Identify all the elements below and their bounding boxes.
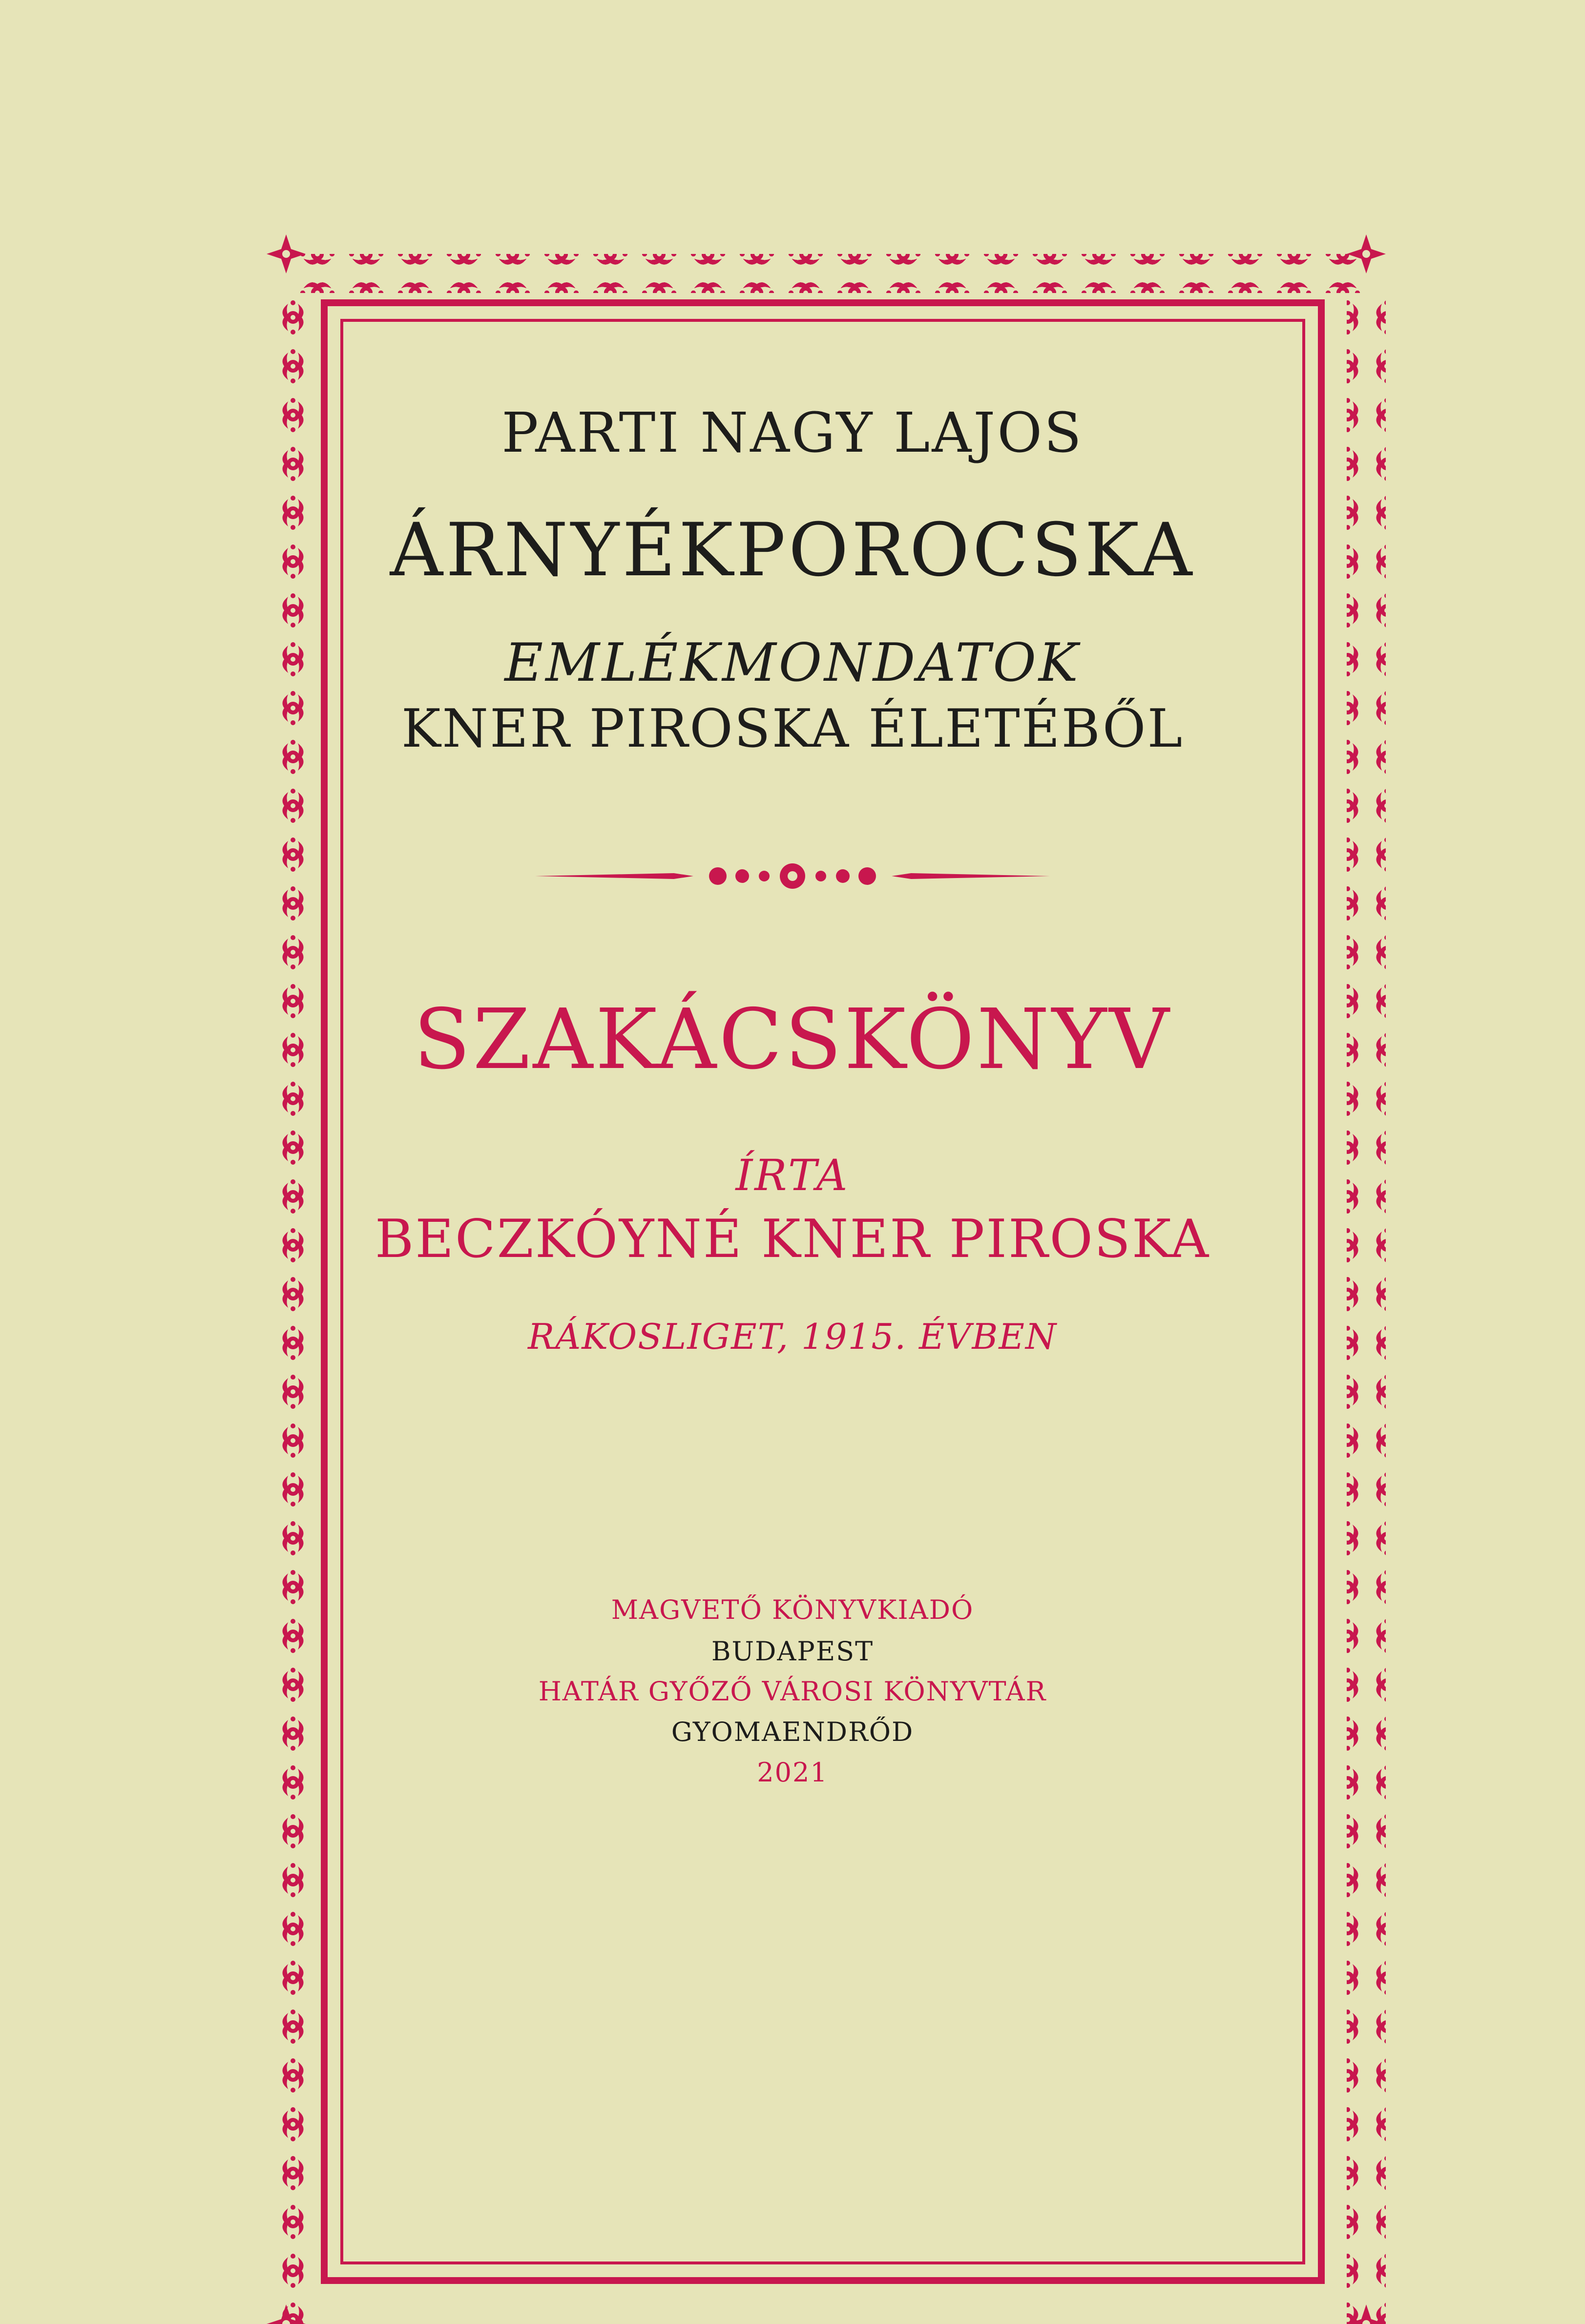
publisher-city: BUDAPEST	[711, 1636, 874, 1667]
corner-star-icon	[267, 234, 306, 273]
inner-byline: ÍRTA	[735, 1150, 850, 1200]
floral-divider-icon	[535, 863, 1050, 889]
book-title: ÁRNYÉKPOROCSKA	[390, 508, 1195, 593]
year: 2021	[757, 1757, 828, 1788]
corner-star-icon	[1347, 2304, 1386, 2324]
author-name: PARTI NAGY LAJOS	[501, 401, 1084, 465]
library-city: GYOMAENDRŐD	[671, 1717, 914, 1747]
library: HATÁR GYŐZŐ VÁROSI KÖNYVTÁR	[538, 1676, 1047, 1707]
rule-inner	[342, 320, 1304, 2263]
publisher: MAGVETŐ KÖNYVKIADÓ	[611, 1594, 974, 1625]
rule-outer	[324, 303, 1321, 2281]
inner-title: SZAKÁCSKÖNYV	[413, 991, 1172, 1088]
subtitle-italic: EMLÉKMONDATOK	[504, 632, 1081, 693]
inner-author: BECZKÓYNÉ KNER PIROSKA	[375, 1209, 1210, 1270]
inner-place-date: RÁKOSLIGET, 1915. ÉVBEN	[528, 1316, 1057, 1357]
corner-star-icon	[1347, 234, 1386, 273]
corner-star-icon	[267, 2304, 306, 2324]
subtitle: KNER PIROSKA ÉLETÉBŐL	[401, 698, 1184, 759]
